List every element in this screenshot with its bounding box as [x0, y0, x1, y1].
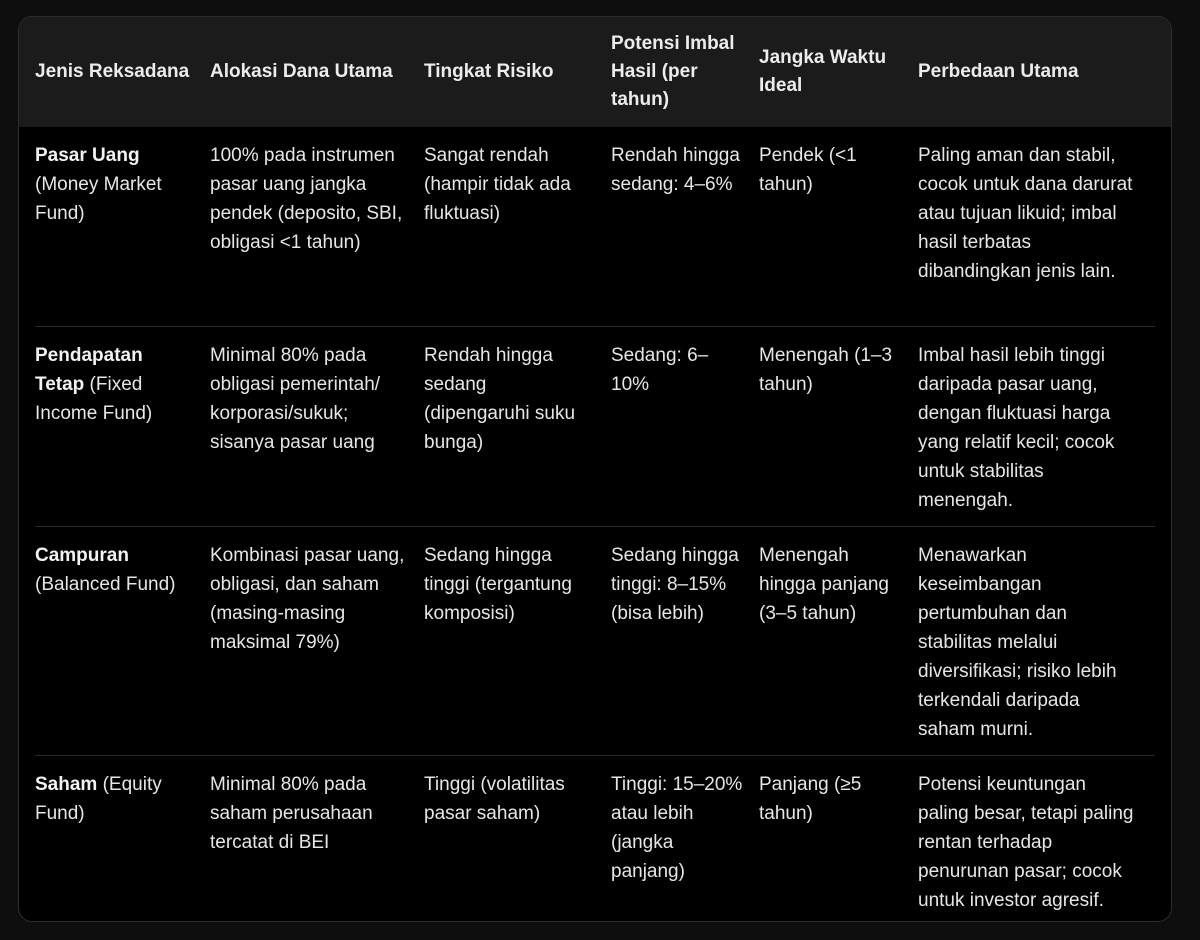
header-jenis: Jenis Reksadana — [35, 61, 190, 82]
cell-type — [35, 541, 210, 744]
cell-horizon: Panjang (≥5 tahun) — [759, 774, 862, 824]
cell-risk: Rendah hingga sedang (dipengaruhi suku bunga) — [424, 345, 576, 453]
type-bold: Campuran — [35, 545, 129, 566]
cell-difference: Imbal hasil lebih tinggi daripada pasar uang, dengan fluktuasi harga yang relatif kecil; cocok untuk stabilitas menengah. — [918, 345, 1115, 511]
header-risiko: Tingkat Risiko — [424, 61, 554, 82]
type-bold: Pendapatan Tetap — [35, 345, 143, 395]
cell-type — [35, 341, 210, 515]
cell-return: Rendah hingga sedang: 4–6% — [611, 145, 740, 195]
cell-horizon: Pendek (<1 tahun) — [759, 145, 857, 195]
cell-difference: Paling aman dan stabil, cocok untuk dana darurat atau tujuan likuid; imbal hasil terbatas dibandingkan jenis lain. — [918, 145, 1133, 282]
type-bold: Pasar Uang — [35, 145, 140, 166]
cell-allocation: Minimal 80% pada saham perusahaan tercatat di BEI — [210, 774, 373, 853]
cell-difference: Menawarkan keseimbangan pertumbuhan dan stabilitas melalui diversifikasi; risiko lebih terkendali daripada saham murni. — [918, 545, 1117, 740]
table-row — [35, 756, 1155, 922]
header-jangka-waktu: Jangka Waktu Ideal — [759, 47, 887, 96]
cell-type — [35, 770, 210, 915]
type-rest: (Fixed Income Fund) — [35, 374, 153, 424]
cell-return: Sedang: 6–10% — [611, 345, 709, 395]
cell-difference: Potensi keuntungan paling besar, tetapi paling rentan terhadap penurunan pasar; cocok untuk investor agresif. — [918, 774, 1134, 911]
table-row — [35, 527, 1155, 756]
table-row — [35, 327, 1155, 527]
cell-allocation: 100% pada instrumen pasar uang jangka pendek (deposito, SBI, obligasi <1 tahun) — [210, 145, 403, 253]
type-rest: (Equity Fund) — [35, 774, 162, 824]
cell-risk: Sedang hingga tinggi (tergantung komposisi) — [424, 545, 572, 624]
type-bold: Saham — [35, 774, 98, 795]
cell-horizon: Menengah hingga panjang (3–5 tahun) — [759, 545, 889, 624]
cell-return: Tinggi: 15–20% atau lebih (jangka panjang) — [611, 774, 743, 882]
table-header — [19, 17, 1171, 127]
cell-type — [35, 141, 210, 312]
header-alokasi: Alokasi Dana Utama — [210, 61, 393, 82]
table-row — [35, 127, 1155, 327]
cell-horizon: Menengah (1–3 tahun) — [759, 345, 893, 395]
comparison-table — [18, 16, 1172, 922]
header-perbedaan: Perbedaan Utama — [918, 61, 1079, 82]
type-rest: (Balanced Fund) — [35, 574, 176, 595]
cell-allocation: Minimal 80% pada obligasi pemerintah/ korporasi/sukuk; sisanya pasar uang — [210, 345, 381, 453]
cell-risk: Sangat rendah (hampir tidak ada fluktuasi) — [424, 145, 571, 224]
header-imbal-hasil: Potensi Imbal Hasil (per tahun) — [611, 33, 735, 110]
cell-return: Sedang hingga tinggi: 8–15% (bisa lebih) — [611, 545, 739, 624]
type-rest: (Money Market Fund) — [35, 174, 162, 224]
cell-risk: Tinggi (volatilitas pasar saham) — [424, 774, 565, 824]
cell-allocation: Kombinasi pasar uang, obligasi, dan saham (masing-masing maksimal 79%) — [210, 545, 405, 653]
